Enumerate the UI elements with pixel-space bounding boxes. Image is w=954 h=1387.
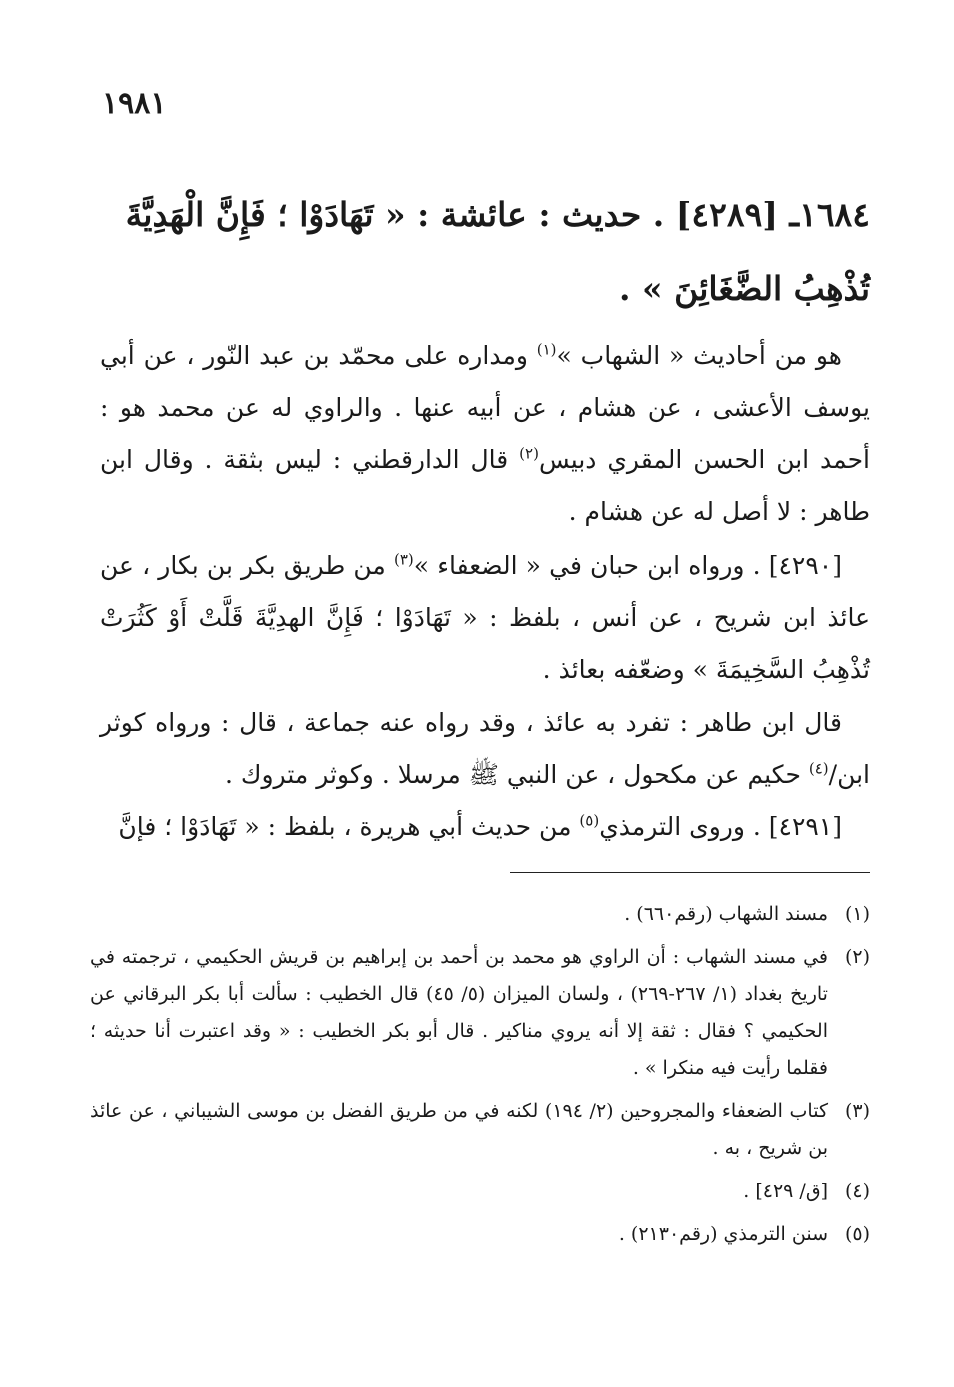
footnote-text: [ق/ ٤٢٩] .	[743, 1180, 828, 1202]
paragraph-text: [٤٢٩٠] . ورواه ابن حبان في « الضعفاء »	[413, 551, 842, 580]
paragraph-text: قال الدارقطني : ليس بثقة . وقال ابن طاهر : لا أصل له عن هشام .	[100, 445, 870, 526]
footnotes-section	[90, 896, 870, 1259]
footnote-text: سنن الترمذي (رقم٢١٣٠) .	[618, 1223, 828, 1245]
footnote-number: (٢)	[844, 946, 870, 968]
footnote-number: (٣)	[844, 1100, 870, 1122]
body-paragraph-2	[100, 540, 870, 696]
body-paragraph-1	[100, 330, 870, 538]
footnote-number: (٥)	[844, 1223, 870, 1245]
paragraph-text: ومداره على محمّد بن عبد النّور ، عن أبي يوسف الأعشى ، عن هشام ، عن أبيه عنها . والراوي له عن محمد هو : أحمد ابن الحسن المقري دبيس	[100, 341, 871, 474]
page-number: ١٩٨١	[102, 86, 167, 121]
paragraph-text: من حديث أبي هريرة ، بلفظ : « تَهَادَوْا ؛ فإنَّ	[118, 812, 580, 841]
footnote-ref[interactable]: (١)	[536, 340, 557, 359]
footnote-text: كتاب الضعفاء والمجروحين (٢/ ١٩٤) لكنه في من طريق الفضل بن موسى الشيباني ، عن عائذ بن شريح ، به .	[90, 1100, 828, 1159]
paragraph-text: من طريق بكر بن بكار ، عن عائذ ابن شريح ، عن أنس ، بلفظ : « تَهَادَوْا ؛ فَإِنَّ الهدِيَّةَ قَلَّتْ أَوْ كَثُرَتْ تُذْهِبُ السَّخِيمَةَ » وضعّفه بعائذ .	[100, 551, 870, 684]
footnote-item	[90, 896, 870, 933]
hadith-heading: ١٦٨٤ـ [٤٢٨٩] . حديث : عائشة : « تَهَادَوْا ؛ فَإِنَّ الْهَدِيَّةَ تُذْهِبُ الضَّغَائِنَ » .	[125, 195, 870, 308]
body-paragraph-4	[100, 801, 870, 853]
footnote-item	[90, 1093, 870, 1167]
footnote-item	[90, 939, 870, 1087]
paragraph-text: قال ابن طاهر : تفرد به عائذ ، وقد رواه عنه جماعة ، قال : ورواه كوثر ابن/	[100, 708, 870, 789]
footnote-number: (١)	[844, 903, 870, 925]
footnote-ref[interactable]: (٥)	[579, 811, 600, 830]
paragraph-text: هو من أحاديث « الشهاب »	[556, 341, 842, 370]
footnote-ref[interactable]: (٢)	[519, 444, 539, 463]
footnote-item	[90, 1216, 870, 1253]
body-paragraph-3	[100, 697, 870, 801]
footnote-ref[interactable]: (٣)	[393, 550, 414, 569]
footnote-item	[90, 1173, 870, 1210]
paragraph-text: حكيم عن مكحول ، عن النبي ﷺ مرسلا . وكوثر متروك .	[224, 760, 809, 789]
footnote-text: مسند الشهاب (رقم٦٦٠) .	[624, 903, 828, 925]
footnote-ref[interactable]: (٤)	[808, 759, 829, 778]
footnote-number: (٤)	[844, 1180, 870, 1202]
footnote-text: في مسند الشهاب : أن الراوي هو محمد بن أحمد بن إبراهيم بن قريش الحكيمي ، ترجمته في تاريخ بغداد (١/ ٢٦٧-٢٦٩) ، ولسان الميزان (٥/ ٤٥) قال الخطيب : سألت أبا بكر البرقاني عن الحكيمي ؟ فقال : ثقة إلا أنه يروي مناكير . قال أبو بكر الخطيب : « وقد اعتبرت أنا حديثه ؛ فقلما رأيت فيه منكرا » .	[90, 946, 828, 1079]
paragraph-text: [٤٢٩١] . وروى الترمذي	[599, 812, 842, 841]
footnote-divider	[510, 872, 870, 873]
